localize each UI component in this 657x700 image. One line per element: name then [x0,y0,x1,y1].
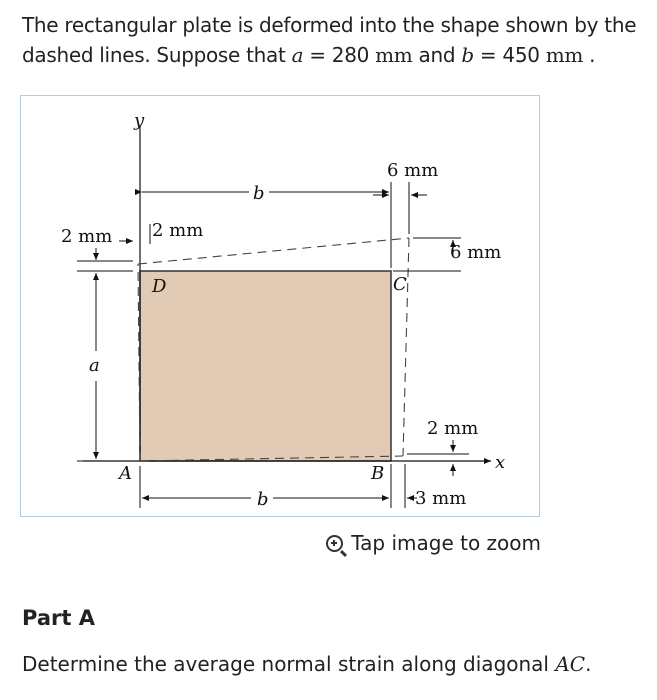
plate-diagram [21,96,541,518]
label-2mm-left: 2 mm [61,226,113,247]
unit-mm: mm [545,43,584,67]
unit-mm: mm [375,43,413,67]
label-b-top: b [253,183,265,204]
label-y-axis: y [134,110,145,131]
var-a: a [291,43,304,67]
question-text: Determine the average normal strain along diagonal AC. [22,652,592,676]
plate [140,271,391,461]
label-2mm-right: 2 mm [427,418,479,439]
label-b-bottom: b [257,489,269,510]
label-point-C: C [393,274,407,295]
zoom-in-icon [326,535,343,552]
var-b: b [461,43,474,67]
plate-figure[interactable] [20,95,540,517]
label-6mm-right: 6 mm [450,242,502,263]
label-2mm-inner: 2 mm [152,220,204,241]
label-a-dim: a [89,355,100,376]
part-title: Part A [22,606,95,630]
label-3mm: 3 mm [415,488,467,509]
tap-to-zoom[interactable] [326,531,541,555]
label-point-D: D [152,276,167,297]
label-6mm-top: 6 mm [387,160,439,181]
problem-statement: The rectangular plate is deformed into the shape shown by the dashed lines. Suppose that a = 280 mm and b = 450 mm . [22,13,637,67]
label-point-B: B [371,463,385,484]
var-AC: AC [555,652,586,676]
zoom-label: Tap image to zoom [351,531,541,555]
label-point-A: A [119,463,132,484]
label-x-axis: x [495,452,506,473]
